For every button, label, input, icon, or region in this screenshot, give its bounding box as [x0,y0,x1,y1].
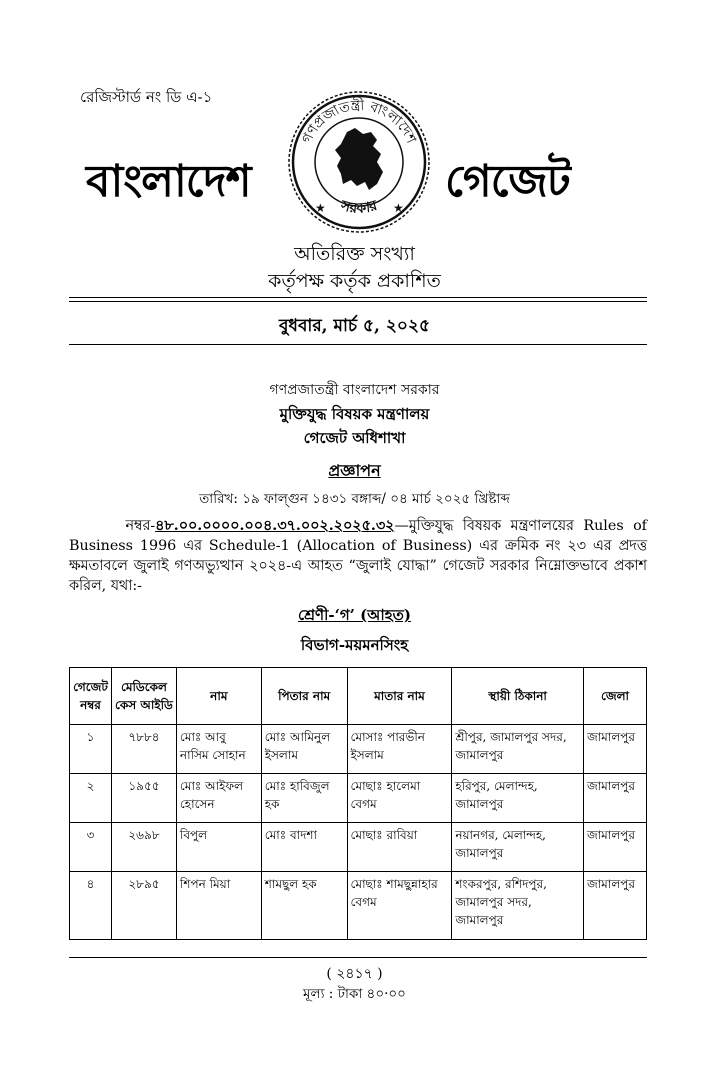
cell-mother: মোসাঃ পারভীন ইসলাম [347,725,452,774]
gazette-title-right: গেজেট [445,156,570,207]
table-header-row [70,668,647,725]
cell-case-id: ২৮৯৫ [111,872,176,940]
memo-prefix: নম্বর- [125,518,156,534]
cell-father: শামছুল হক [261,872,347,940]
col-mother-name: মাতার নাম [347,668,452,725]
published-by-label: কর্তৃপক্ষ কর্তৃক প্রকাশিত [268,270,441,292]
cell-father: মোঃ আমিনুল ইসলাম [261,725,347,774]
table-row [70,823,647,872]
cell-case-id: ২৬৯৮ [111,823,176,872]
price-label: মূল্য : টাকা ৪০·০০ [303,986,406,1002]
cell-case-id: ১৯৫৫ [111,774,176,823]
col-name: নাম [176,668,261,725]
col-district: জেলা [583,668,646,725]
col-permanent-address: স্থায়ী ঠিকানা [452,668,584,725]
table-row [70,774,647,823]
cell-no: ১ [70,725,112,774]
cell-address: শংকরপুর, রশিদপুর, জামালপুর সদর, জামালপুর [452,872,584,940]
government-name: গণপ্রজাতন্ত্রী বাংলাদেশ সরকার [269,382,440,398]
cell-no: ৪ [70,872,112,940]
bangladesh-map-icon [335,128,383,190]
col-father-name: পিতার নাম [261,668,347,725]
cell-mother: মোছাঃ শামছুন্নাহার বেগম [347,872,452,940]
cell-mother: মোছাঃ হালেমা বেগম [347,774,452,823]
seal-top-text: গণপ্রজাতন্ত্রী বাংলাদেশ [299,97,419,146]
gazette-table [69,667,647,940]
cell-father: মোঃ হাবিজুল হক [261,774,347,823]
cell-no: ৩ [70,823,112,872]
cell-mother: মোছাঃ রাবিয়া [347,823,452,872]
cell-district: জামালপুর [583,823,646,872]
seal-star-right-icon: ★ [393,201,404,215]
table-row [70,872,647,940]
cell-district: জামালপুর [583,774,646,823]
cell-address: নয়ানগর, মেলান্দহ, জামালপুর [452,823,584,872]
cell-district: জামালপুর [583,725,646,774]
body-text: —মুক্তিযুদ্ধ বিষয়ক মন্ত্রণালয়ের Rules of Business 1996 এর Schedule-1 (Allocation of Business) এর ক্রমিক নং ২৩ এর প্রদত্ত ক্ষমতাবলে জুলাই গণঅভ্যুত্থান ২০২৪-এ আহত “জুলাই যোদ্ধা” গেজেট সরকার নিম্নোক্তভাবে প্রকাশ করিল, যথা:- [69,518,647,594]
col-gazette-no: গেজেট নম্বর [70,668,112,725]
seal-bottom-text: সরকার [338,197,380,218]
page-number: ( ২৪১৭ ) [326,966,383,982]
category-heading: শ্রেণী-‘গ’ (আহত) [298,606,411,624]
notification-body [69,516,647,596]
cell-case-id: ৭৮৮৪ [111,725,176,774]
cell-address: শ্রীপুর, জামালপুর সদর, জামালপুর [452,725,584,774]
division-heading: বিভাগ-ময়মনসিংহ [300,636,409,654]
cell-name: বিপুল [176,823,261,872]
issue-date: বুধবার, মার্চ ৫, ২০২৫ [278,316,431,336]
memo-number: ৪৮.০০.০০০০.০০৪.৩৭.০০২.২০২৫.৩২ [155,518,395,534]
table-row [70,725,647,774]
col-medical-case-id: মেডিকেল কেস আইডি [111,668,176,725]
extra-issue-label: অতিরিক্ত সংখ্যা [294,243,415,265]
ministry-name: মুক্তিযুদ্ধ বিষয়ক মন্ত্রণালয় [279,405,430,423]
seal-star-left-icon: ★ [315,201,326,215]
footer-rule [69,957,647,958]
header-rule-top [69,297,647,298]
cell-name: শিপন মিয়া [176,872,261,940]
header-rule-bottom [69,344,647,345]
branch-name: গেজেট অধিশাখা [303,429,406,447]
gazette-title-left: বাংলাদেশ [86,156,251,207]
cell-district: জামালপুর [583,872,646,940]
registration-number: রেজিস্টার্ড নং ডি এ-১ [80,88,213,106]
cell-name: মোঃ আবু নাসিম সোহান [176,725,261,774]
notification-date: তারিখ: ১৯ ফাল্গুন ১৪৩১ বঙ্গাব্দ/ ০৪ মার্চ ২০২৫ খ্রিষ্টাব্দ [199,491,510,507]
notification-heading: প্রজ্ঞাপন [328,461,381,480]
government-seal [285,88,433,236]
header-rule-top-2 [69,301,647,302]
cell-no: ২ [70,774,112,823]
cell-name: মোঃ আইফল হোসেন [176,774,261,823]
cell-father: মোঃ বাদশা [261,823,347,872]
cell-address: হরিপুর, মেলান্দহ, জামালপুর [452,774,584,823]
